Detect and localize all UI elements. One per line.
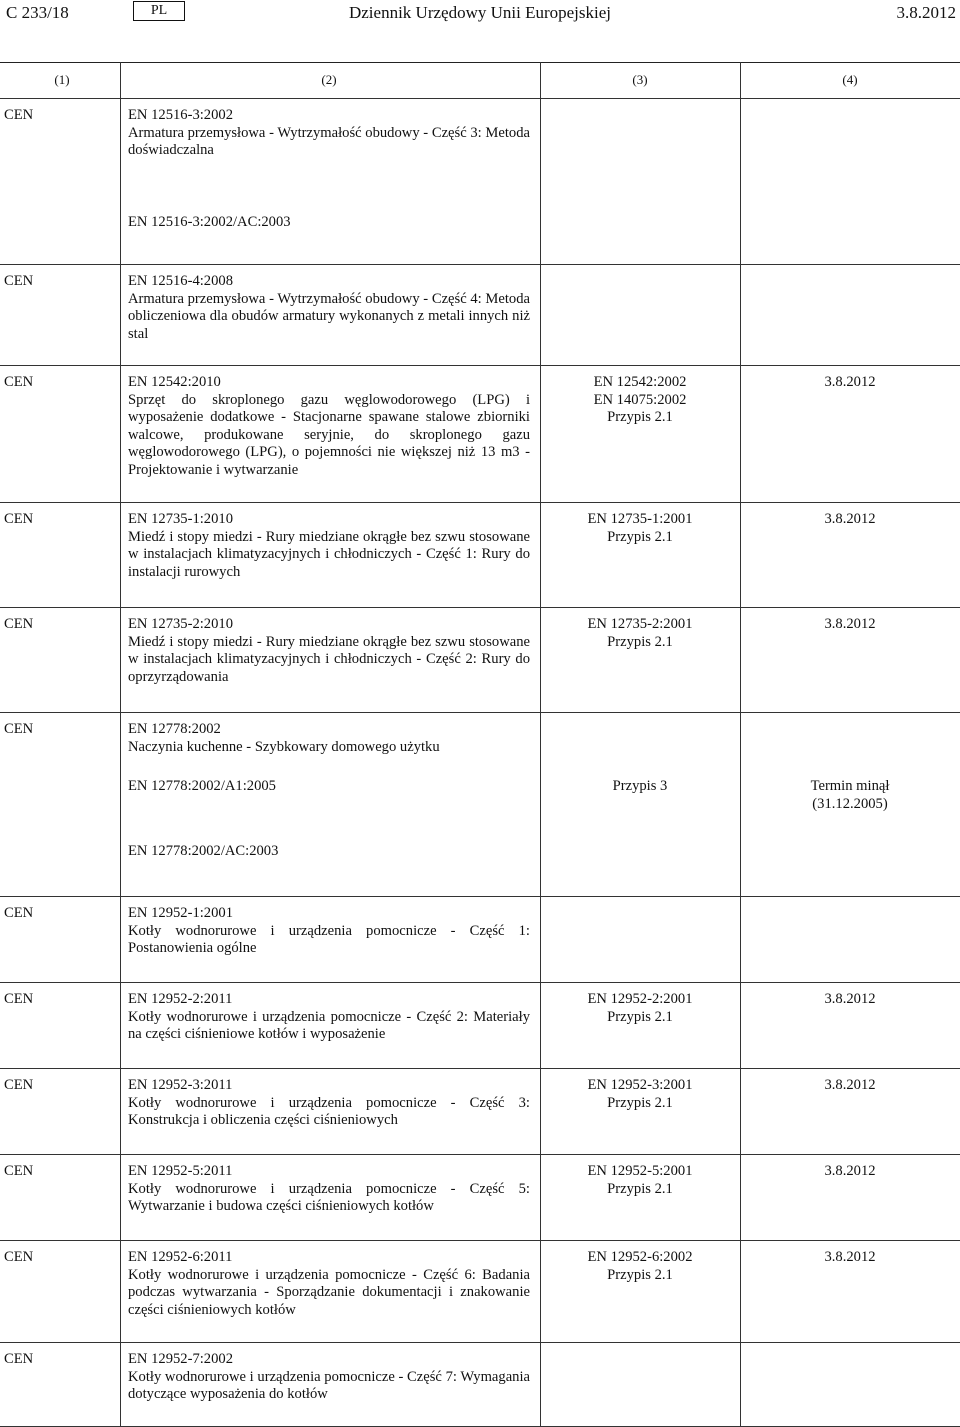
table-row <box>0 712 960 896</box>
superseded-standard-cell <box>540 273 740 365</box>
superseded-standard-cell <box>540 107 740 214</box>
standard-cell <box>120 1163 540 1240</box>
cessation-date-cell: 3.8.2012 <box>824 1163 876 1179</box>
table-body <box>0 98 960 1427</box>
language-badge: PL <box>133 1 185 21</box>
column-divider <box>120 62 121 1427</box>
superseded-standard-cell: EN 12952-2:2001 Przypis 2.1 <box>587 991 693 1025</box>
standard-title: Miedź i stopy miedzi - Rury miedziane okrągłe bez szwu stosowane w instalacjach klimatyzacyjnych i chłodniczych - Część 2: Rury do oprzyrządowania <box>128 633 530 685</box>
table-row <box>0 1342 960 1426</box>
page-header <box>0 0 960 34</box>
standard-cell <box>120 1351 540 1426</box>
column-headers <box>0 62 960 98</box>
standard-code: EN 12542:2010 <box>128 374 221 390</box>
cessation-date-cell: Termin minął (31.12.2005) <box>810 778 890 812</box>
standard-title: Miedź i stopy miedzi - Rury miedziane okrągłe bez szwu stosowane w instalacjach klimatyzacyjnych i chłodniczych - Część 1: Rury do instalacji rurowych <box>128 528 530 580</box>
cessation-date-cell <box>740 1351 960 1426</box>
organisation-cell: CEN <box>4 1163 34 1179</box>
column-divider <box>540 62 541 1427</box>
superseded-standard-cell: EN 12952-6:2002 Przypis 2.1 <box>587 1249 693 1283</box>
amendment-row <box>0 778 960 843</box>
cessation-date-cell: 3.8.2012 <box>824 374 876 390</box>
standard-code: EN 12735-2:2010 <box>128 616 233 632</box>
superseded-standard-cell <box>540 721 740 778</box>
amendment-row <box>0 214 960 264</box>
organisation-cell: CEN <box>4 616 34 632</box>
superseded-standard-cell: Przypis 3 <box>612 778 668 794</box>
organisation-cell: CEN <box>4 1351 34 1367</box>
organisation-cell: CEN <box>4 374 34 390</box>
standard-code: EN 12952-5:2011 <box>128 1163 233 1179</box>
column-header-3: (3) <box>632 72 648 87</box>
standard-code: EN 12516-4:2008 <box>128 273 233 289</box>
cessation-date-cell: 3.8.2012 <box>824 1249 876 1265</box>
superseded-standard-cell <box>540 905 740 982</box>
cessation-date-cell <box>740 214 960 264</box>
standard-cell <box>120 1077 540 1154</box>
standard-title: Kotły wodnorurowe i urządzenia pomocnicze - Część 1: Postanowienia ogólne <box>128 922 530 956</box>
amendment-code: EN 12516-3:2002/AC:2003 <box>128 214 291 230</box>
standard-title: Naczynia kuchenne - Szybkowary domowego użytku <box>128 738 440 755</box>
organisation-cell: CEN <box>4 1249 34 1265</box>
table-row <box>0 98 960 264</box>
organisation-cell: CEN <box>4 905 34 921</box>
cessation-date-cell: 3.8.2012 <box>824 616 876 632</box>
page-number: C 233/18 <box>6 3 69 22</box>
column-header-1: (1) <box>54 72 70 87</box>
organisation-cell <box>0 778 120 843</box>
superseded-standard-cell: EN 12542:2002 EN 14075:2002 Przypis 2.1 <box>593 374 687 425</box>
cessation-date-cell: 3.8.2012 <box>824 511 876 527</box>
standard-code: EN 12952-6:2011 <box>128 1249 233 1265</box>
superseded-standard-cell <box>540 843 740 896</box>
standard-cell <box>120 616 540 712</box>
organisation-cell: CEN <box>4 273 34 289</box>
standard-code: EN 12952-2:2011 <box>128 991 233 1007</box>
standards-table <box>0 62 960 1427</box>
standard-title: Kotły wodnorurowe i urządzenia pomocnicze - Część 6: Badania podczas wytwarzania - Sporządzanie dokumentacji i znakowanie części ciśnieniowych kotłów <box>128 1266 530 1318</box>
standard-cell <box>120 905 540 982</box>
standard-code: EN 12952-3:2011 <box>128 1077 233 1093</box>
standard-cell <box>120 273 540 365</box>
standard-cell <box>120 1249 540 1342</box>
table-row <box>0 264 960 365</box>
standard-code: EN 12778:2002 <box>128 721 221 737</box>
table-row <box>0 1154 960 1240</box>
publication-date: 3.8.2012 <box>896 3 956 22</box>
organisation-cell: CEN <box>4 1077 34 1093</box>
standard-title: Sprzęt do skroplonego gazu węglowodorowego (LPG) i wyposażenie dodatkowe - Stacjonarne spawane stalowe zbiorniki walcowe, produkowane seryjnie, do skroplonego gazu węglowodorowego (LPG), o pojemności nie większej niż 13 m3 - Projektowanie i wytwarzanie <box>128 391 530 478</box>
standard-code: EN 12735-1:2010 <box>128 511 233 527</box>
amendment-row <box>0 843 960 896</box>
table-row <box>0 502 960 607</box>
superseded-standard-cell <box>540 1351 740 1426</box>
standard-cell <box>120 721 540 778</box>
table-row <box>0 896 960 982</box>
organisation-cell <box>0 214 120 264</box>
standard-cell <box>120 991 540 1068</box>
cessation-date-cell: 3.8.2012 <box>824 1077 876 1093</box>
amendment-code: EN 12778:2002/AC:2003 <box>128 843 279 859</box>
superseded-standard-cell: EN 12952-5:2001 Przypis 2.1 <box>587 1163 693 1197</box>
standard-code: EN 12952-1:2001 <box>128 905 233 921</box>
cessation-date-cell <box>740 905 960 982</box>
superseded-standard-cell: EN 12735-1:2001 Przypis 2.1 <box>587 511 693 545</box>
table-row <box>0 365 960 502</box>
table-row <box>0 1240 960 1342</box>
standard-cell <box>120 511 540 607</box>
standard-title: Kotły wodnorurowe i urządzenia pomocnicze - Część 2: Materiały na części ciśnieniowe kotłów i wyposażenie <box>128 1008 530 1042</box>
organisation-cell: CEN <box>4 721 34 737</box>
cessation-date-cell <box>740 843 960 896</box>
standard-code: EN 12516-3:2002 <box>128 107 233 123</box>
cessation-date-cell: 3.8.2012 <box>824 991 876 1007</box>
column-header-2: (2) <box>321 72 337 87</box>
standard-title: Kotły wodnorurowe i urządzenia pomocnicze - Część 7: Wymagania dotyczące wyposażenia do kotłów <box>128 1368 530 1402</box>
standard-title: Armatura przemysłowa - Wytrzymałość obudowy - Część 3: Metoda doświadczalna <box>128 124 530 158</box>
standard-title: Kotły wodnorurowe i urządzenia pomocnicze - Część 3: Konstrukcja i obliczenia części ciśnieniowych <box>128 1094 530 1128</box>
amendment-code: EN 12778:2002/A1:2005 <box>128 778 276 794</box>
standard-cell <box>120 107 540 214</box>
organisation-cell: CEN <box>4 511 34 527</box>
column-header-4: (4) <box>842 72 858 87</box>
superseded-standard-cell: EN 12735-2:2001 Przypis 2.1 <box>587 616 693 650</box>
organisation-cell: CEN <box>4 107 34 123</box>
table-row <box>0 982 960 1068</box>
journal-title: Dziennik Urzędowy Unii Europejskiej <box>348 3 611 22</box>
standard-code: EN 12952-7:2002 <box>128 1351 233 1367</box>
table-row <box>0 607 960 712</box>
column-divider <box>740 62 741 1427</box>
superseded-standard-cell: EN 12952-3:2001 Przypis 2.1 <box>587 1077 693 1111</box>
cessation-date-cell <box>740 107 960 214</box>
superseded-standard-cell <box>540 214 740 264</box>
standard-title: Kotły wodnorurowe i urządzenia pomocnicze - Część 5: Wytwarzanie i budowa części ciśnieniowych kotłów <box>128 1180 530 1214</box>
standard-cell <box>120 374 540 502</box>
cessation-date-cell <box>740 273 960 365</box>
organisation-cell <box>0 843 120 896</box>
organisation-cell: CEN <box>4 991 34 1007</box>
standard-title: Armatura przemysłowa - Wytrzymałość obudowy - Część 4: Metoda obliczeniowa dla obudów armatury wykonanych z metali innych niż stal <box>128 290 530 342</box>
table-row <box>0 1068 960 1154</box>
cessation-date-cell <box>740 721 960 778</box>
